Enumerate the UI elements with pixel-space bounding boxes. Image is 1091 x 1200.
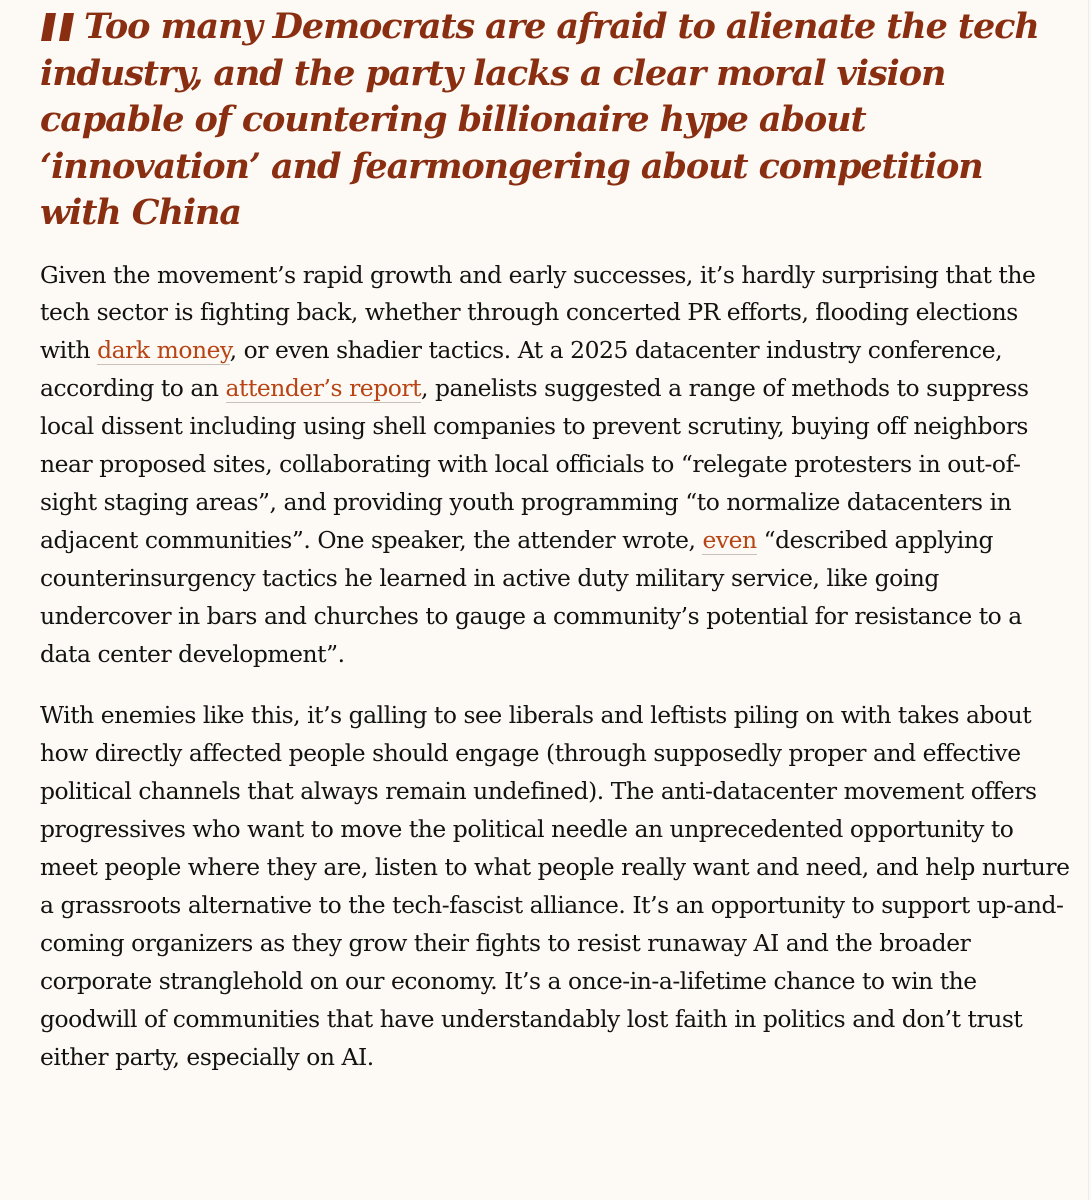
pullquote-text: Too many Democrats are afraid to alienate the tech industry, and the party lacks a clear moral vision capable of countering billionaire hype about ‘innovation’ and fearmongering about competition with China — [40, 6, 1039, 233]
article-body — [40, 0, 1070, 1077]
pullquote — [40, 0, 1070, 237]
paragraph-1-text-b: , or even shadier tactics. At a 2025 datacenter industry conference, according to an — [40, 336, 1003, 403]
dark-money-link[interactable]: dark money — [97, 336, 230, 365]
paragraph-1 — [40, 257, 1070, 674]
paragraph-1-text-c: , panelists suggested a range of methods to suppress local dissent including using shell companies to prevent scrutiny, buying off neighbors near proposed sites, collaborating with local officials to “relegate protesters in out-of-sight staging areas”, and providing youth programming “to normalize datacenters in adjacent communities”. One speaker, the attender wrote, — [40, 374, 1029, 554]
paragraph-2: With enemies like this, it’s galling to see liberals and leftists piling on with takes about how directly affected people should engage (through supposedly proper and effective political channels that always remain undefined). The anti-datacenter movement offers progressives who want to move the political needle an unprecedented opportunity to meet people where they are, listen to what people really want and need, and help nurture a grassroots alternative to the tech-fascist alliance. It’s an opportunity to support up-and-coming organizers as they grow their fights to resist runaway AI and the broader corporate stranglehold on our economy. It’s a once-in-a-lifetime chance to win the goodwill of communities that have understandably lost faith in politics and don’t trust either party, especially on AI. — [40, 701, 1070, 1071]
attenders-report-link[interactable]: attender’s report — [225, 374, 422, 403]
paragraph-1-text-a: Given the movement’s rapid growth and early successes, it’s hardly surprising that the tech sector is fighting back, whether through concerted PR efforts, flooding elections with — [40, 260, 1036, 365]
even-link[interactable]: even — [702, 525, 757, 554]
paragraph-1-text-d: “described applying counterinsurgency tactics he learned in active duty military service, like going undercover in bars and churches to gauge a community’s potential for resistance to a data center development”. — [40, 525, 1022, 668]
quote-mark-icon — [40, 4, 84, 41]
page-edge-divider — [1088, 0, 1089, 1200]
